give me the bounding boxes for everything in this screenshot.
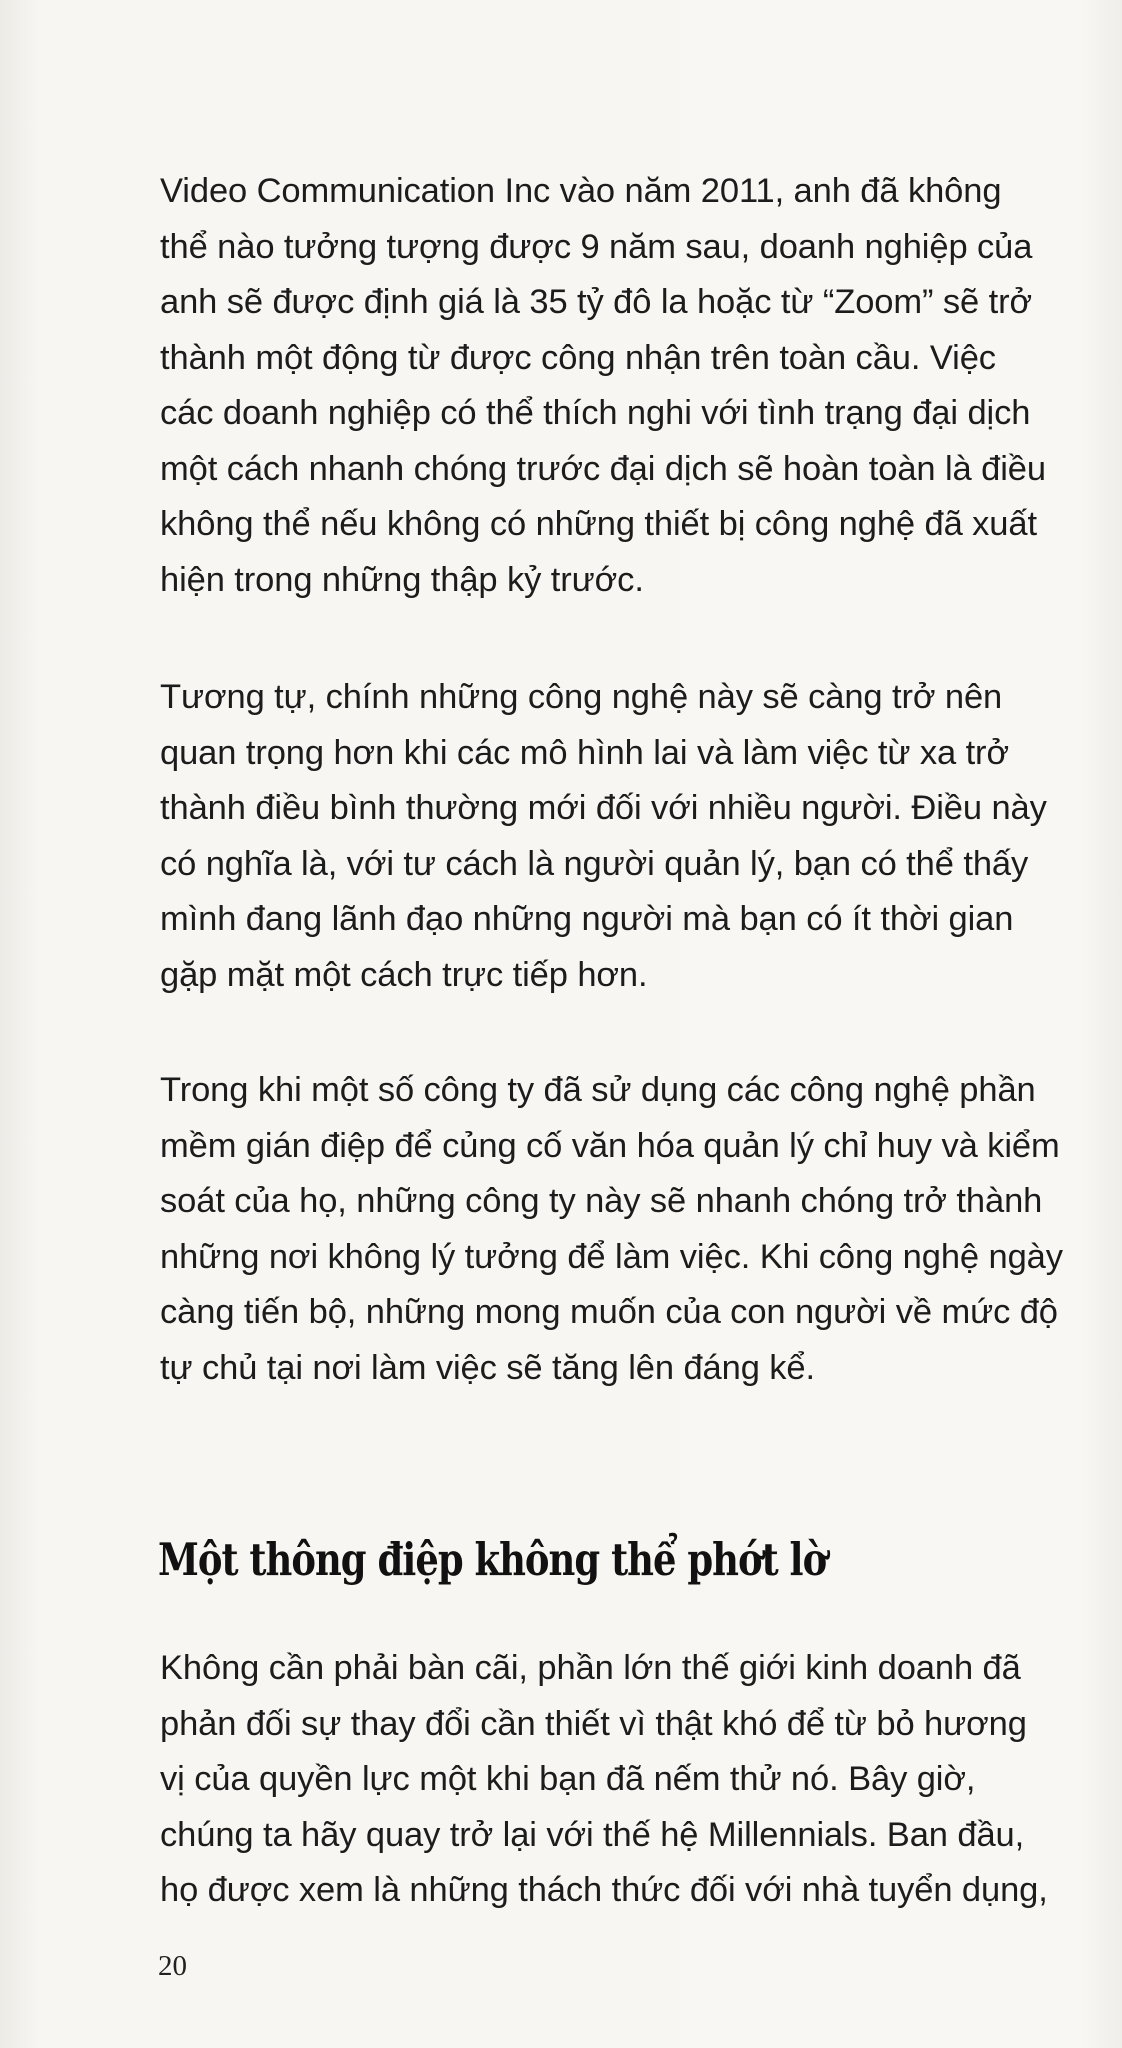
text-line: các doanh nghiệp có thể thích nghi với tình trạng đại dịch: [160, 394, 1031, 432]
text-line: vị của quyền lực một khi bạn đã nếm thử nó. Bây giờ,: [160, 1760, 976, 1798]
text-line: thể nào tưởng tượng được 9 năm sau, doanh nghiệp của: [160, 227, 1033, 266]
text-line: Không cần phải bàn cãi, phần lớn thế giới kinh doanh đã: [160, 1649, 1021, 1687]
text-line: phản đối sự thay đổi cần thiết vì thật khó để từ bỏ hương: [160, 1704, 1027, 1743]
text-line: mình đang lãnh đạo những người mà bạn có ít thời gian: [160, 900, 1014, 938]
text-line: Trong khi một số công ty đã sử dụng các công nghệ phần: [160, 1071, 1036, 1109]
paragraph-text: [160, 1641, 1062, 1919]
text-line: gặp mặt một cách trực tiếp hơn.: [160, 955, 648, 994]
page-number: 20: [158, 1950, 187, 1982]
text-line: thành điều bình thường mới đối với nhiều người. Điều này: [160, 789, 1047, 827]
section-paragraph: [160, 1641, 1062, 1919]
paragraph-text: [160, 164, 1062, 608]
text-line: hiện trong những thập kỷ trước.: [160, 560, 644, 599]
paragraph-2: [160, 670, 1062, 1003]
text-line: có nghĩa là, với tư cách là người quản lý, bạn có thể thấy: [160, 844, 1029, 883]
text-line: càng tiến bộ, những mong muốn của con người về mức độ: [160, 1293, 1058, 1331]
text-line: tự chủ tại nơi làm việc sẽ tăng lên đáng kể.: [160, 1348, 816, 1387]
section-heading: Một thông điệp không thể phớt lờ: [158, 1533, 827, 1586]
text-line: soát của họ, những công ty này sẽ nhanh chóng trở thành: [160, 1182, 1043, 1220]
paragraph-text: [160, 1063, 1062, 1396]
text-line: Tương tự, chính những công nghệ này sẽ càng trở nên: [160, 678, 1003, 716]
text-line: thành một động từ được công nhận trên toàn cầu. Việc: [160, 338, 996, 377]
text-line: Video Communication Inc vào năm 2011, anh đã không: [160, 172, 1002, 210]
text-line: những nơi không lý tưởng để làm việc. Khi công nghệ ngày: [160, 1237, 1063, 1276]
text-line: chúng ta hãy quay trở lại với thế hệ Millennials. Ban đầu,: [160, 1815, 1025, 1854]
paragraph-3: [160, 1063, 1062, 1396]
paragraph-1: [160, 164, 1062, 608]
text-line: một cách nhanh chóng trước đại dịch sẽ hoàn toàn là điều: [160, 449, 1046, 488]
text-line: mềm gián điệp để củng cố văn hóa quản lý chỉ huy và kiểm: [160, 1126, 1060, 1165]
text-line: họ được xem là những thách thức đối với nhà tuyển dụng,: [160, 1871, 1048, 1909]
text-line: không thể nếu không có những thiết bị công nghệ đã xuất: [160, 505, 1037, 543]
text-line: anh sẽ được định giá là 35 tỷ đô la hoặc từ “Zoom” sẽ trở: [160, 283, 1032, 321]
paragraph-text: [160, 670, 1062, 1003]
text-line: quan trọng hơn khi các mô hình lai và làm việc từ xa trở: [160, 733, 1009, 772]
